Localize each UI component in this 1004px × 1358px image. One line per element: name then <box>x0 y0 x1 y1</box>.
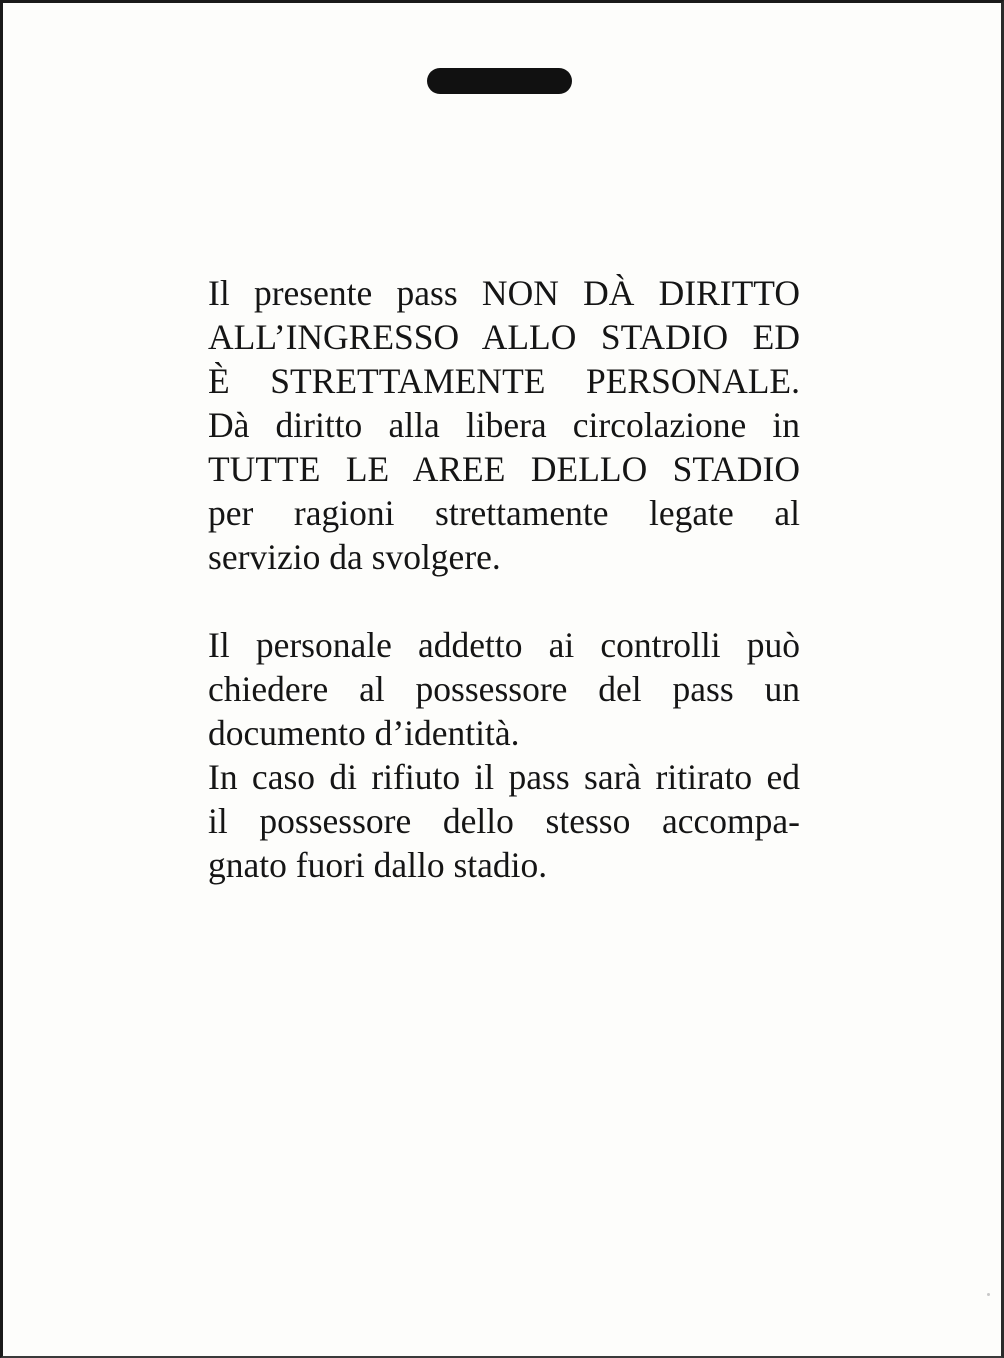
text-line: Il personale addetto ai controlli può <box>208 625 800 665</box>
text-line: Il presente pass NON DÀ DIRITTO <box>208 273 800 313</box>
text-line: documento d’identità. <box>208 713 520 753</box>
text-line: il possessore dello stesso accompa- <box>208 801 800 841</box>
text-line: gnato fuori dallo stadio. <box>208 845 548 885</box>
paper-speck <box>987 1293 990 1296</box>
pass-terms-text <box>208 271 800 887</box>
text-line: servizio da svolgere. <box>208 537 501 577</box>
text-line: chiedere al possessore del pass un <box>208 669 800 709</box>
text-line: ALL’INGRESSO ALLO STADIO ED <box>208 317 800 357</box>
text-line: TUTTE LE AREE DELLO STADIO <box>208 449 800 489</box>
text-line: In caso di rifiuto il pass sarà ritirato ed <box>208 757 800 797</box>
identity-check-paragraph <box>208 623 800 887</box>
access-conditions-paragraph <box>208 271 800 579</box>
text-line: È STRETTAMENTE PERSONALE. <box>208 361 800 401</box>
text-line: Dà diritto alla libera circolazione in <box>208 405 800 445</box>
text-line: per ragioni strettamente legate al <box>208 493 800 533</box>
lanyard-slot-hole <box>427 68 572 94</box>
